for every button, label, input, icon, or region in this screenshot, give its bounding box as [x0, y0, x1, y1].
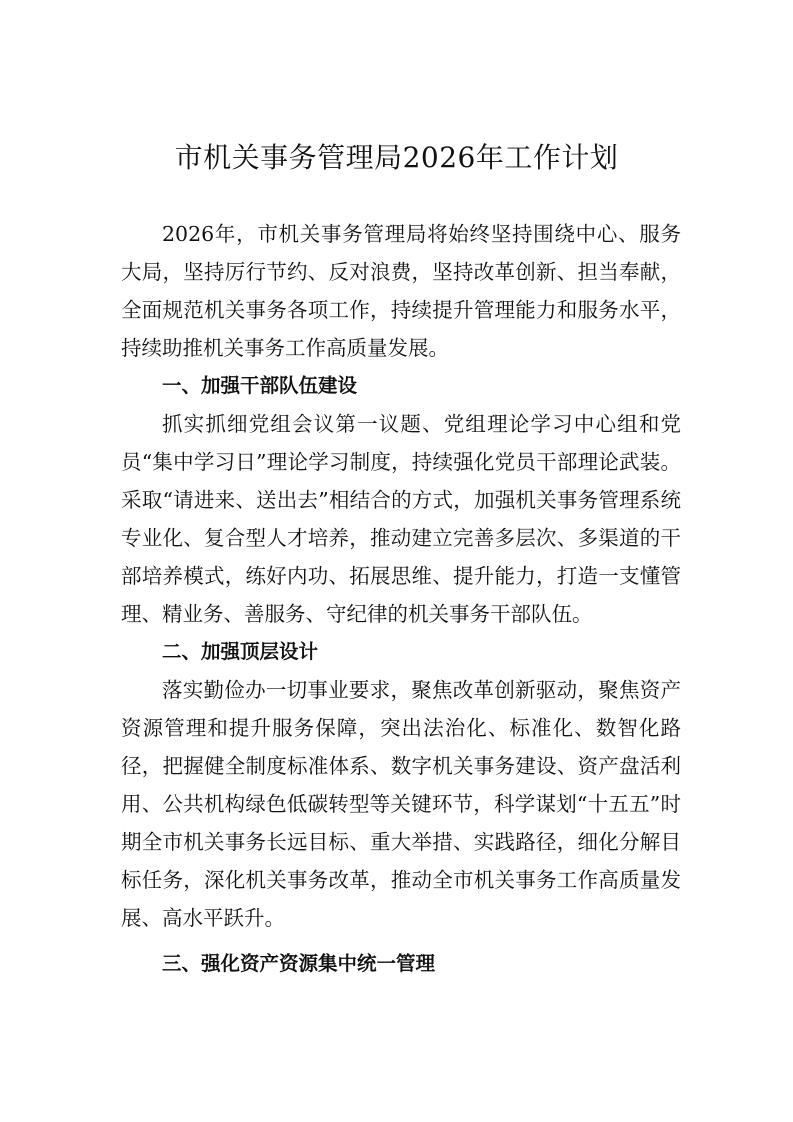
section-1-paragraph: 抓实抓细党组会议第一议题、党组理论学习中心组和党员“集中学习日”理论学习制度，持续强化党员干部理论武装。采取“请进来、送出去”相结合的方式，加强机关事务管理系统专业化、复合型人才培养，推动建立完善多层次、多渠道的干部培养模式，练好内功、拓展思维、提升能力，打造一支懂管理、精业务、善服务、守纪律的机关事务干部队伍。 — [121, 412, 681, 626]
intro-paragraph: 2026年，市机关事务管理局将始终坚持围绕中心、服务大局，坚持厉行节约、反对浪费，坚持改革创新、担当奉献，全面规范机关事务各项工作，持续提升管理能力和服务水平，持续助推机关事务工作高质量发展。 — [121, 222, 681, 360]
section-1-heading: 一、加强干部队伍建设 — [162, 374, 358, 397]
document-title: 市机关事务管理局2026年工作计划 — [174, 141, 619, 174]
document-body — [121, 215, 681, 983]
section-2-heading: 二、加强顶层设计 — [162, 640, 319, 663]
section-3-heading: 三、强化资产资源集中统一管理 — [162, 952, 436, 975]
section-2-paragraph: 落实勤俭办一切事业要求，聚焦改革创新驱动，聚焦资产资源管理和提升服务保障，突出法治化、标准化、数智化路径，把握健全制度标准体系、数字机关事务建设、资产盘活利用、公共机构绿色低碳转型等关键环节，科学谋划“十五五”时期全市机关事务长远目标、重大举措、实践路径，细化分解目标任务，深化机关事务改革，推动全市机关事务工作高质量发展、高水平跃升。 — [121, 678, 681, 930]
